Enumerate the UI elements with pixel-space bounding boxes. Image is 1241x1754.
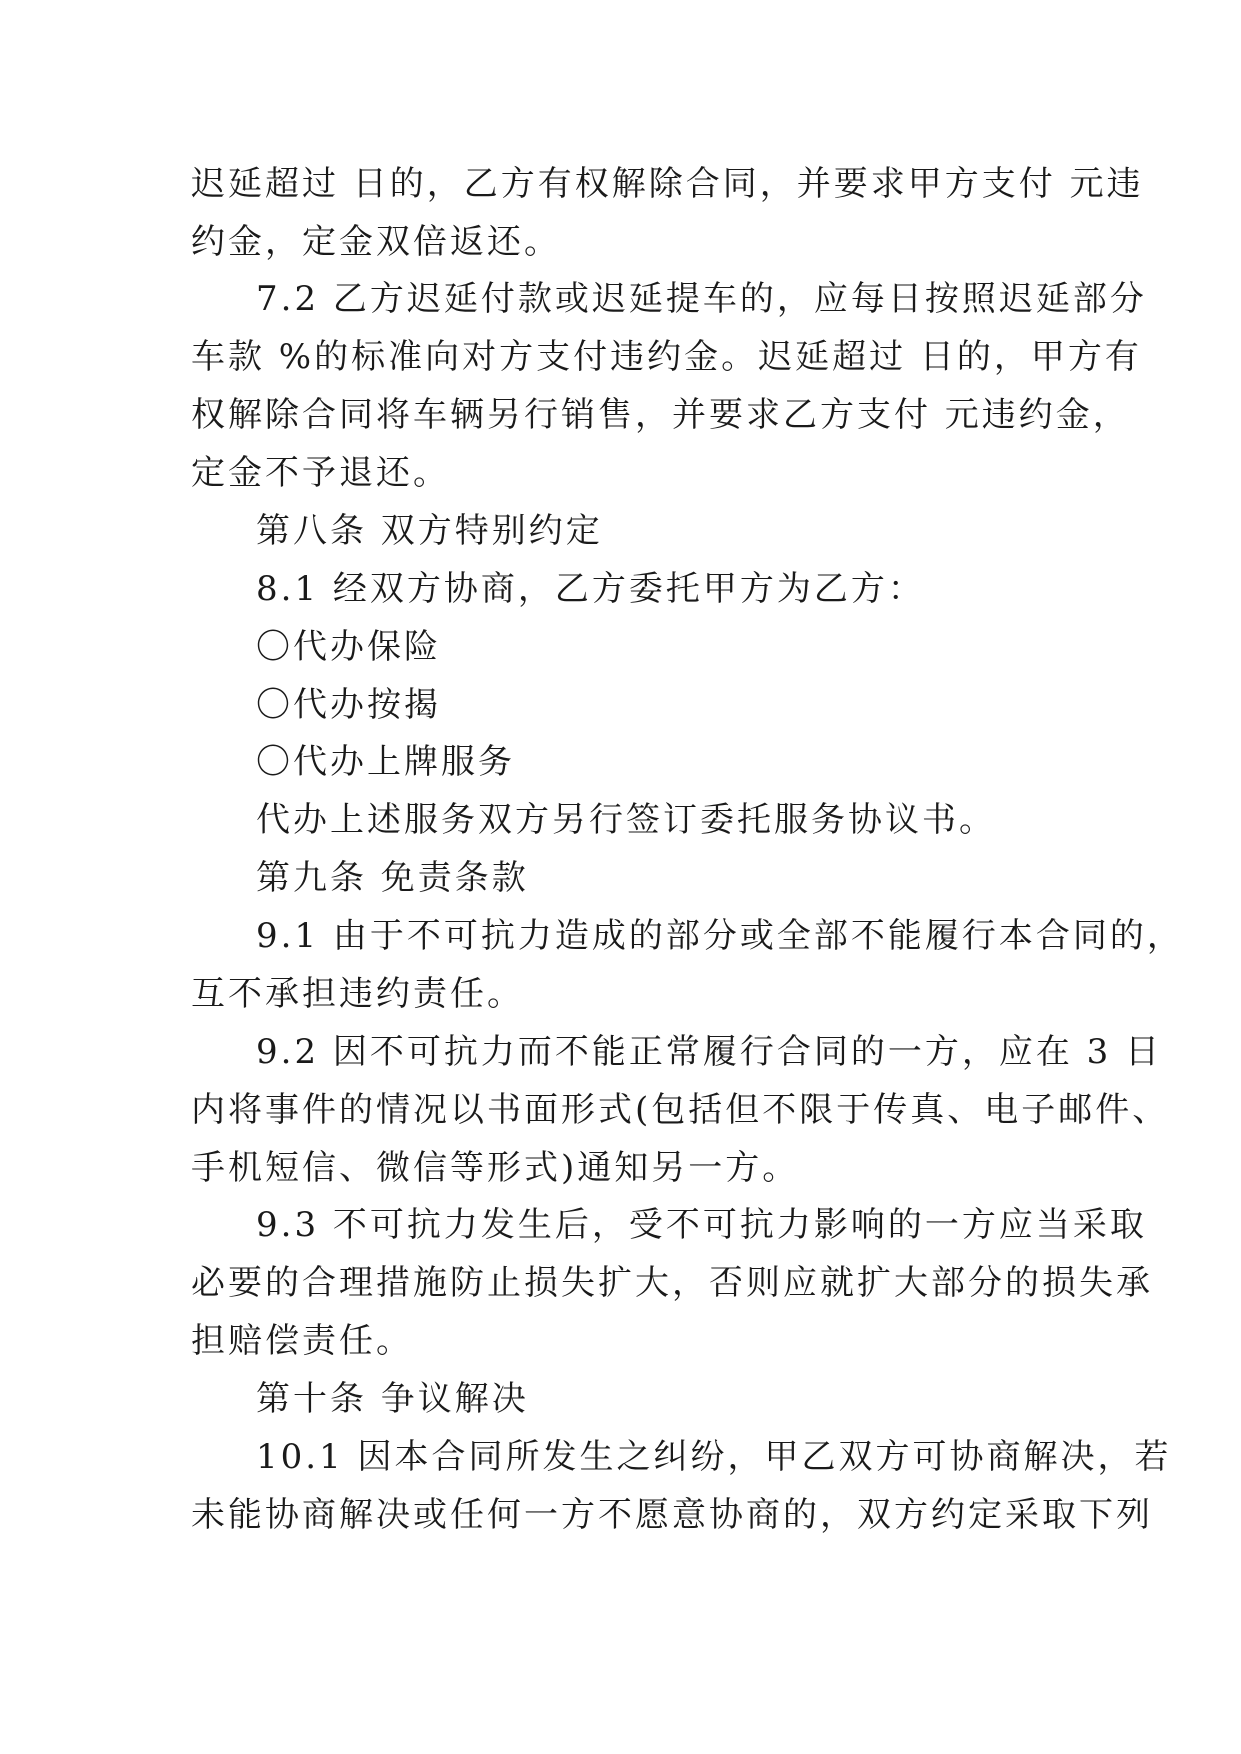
text-line: 内将事件的情况以书面形式(包括但不限于传真、电子邮件、 (191, 1090, 1170, 1130)
text-line: 车款 %的标准向对方支付违约金。迟延超过 日的，甲方有 (191, 337, 1142, 377)
text-line: 8.1 经双方协商，乙方委托甲方为乙方： (256, 569, 925, 609)
text-line: 代办上述服务双方另行签订委托服务协议书。 (256, 800, 996, 840)
text-line: 担赔偿责任。 (191, 1321, 413, 1361)
text-line: 互不承担违约责任。 (191, 974, 524, 1014)
text-line: 9.1 由于不可抗力造成的部分或全部不能履行本合同的， (256, 916, 1184, 956)
text-line: 7.2 乙方迟延付款或迟延提车的，应每日按照迟延部分 (256, 279, 1147, 319)
section-heading: 第十条 争议解决 (256, 1379, 529, 1419)
text-line: 9.2 因不可抗力而不能正常履行合同的一方，应在 3 日 (256, 1032, 1163, 1072)
text-line: 权解除合同将车辆另行销售，并要求乙方支付 元违约金， (191, 395, 1130, 435)
section-heading: 第九条 免责条款 (256, 858, 529, 898)
text-line: 迟延超过 日的，乙方有权解除合同，并要求甲方支付 元违 (191, 164, 1144, 204)
text-line: 手机短信、微信等形式)通知另一方。 (191, 1148, 800, 1188)
text-line: 约金，定金双倍返还。 (191, 222, 561, 262)
section-heading: 第八条 双方特别约定 (256, 511, 603, 551)
text-line: 必要的合理措施防止损失扩大，否则应就扩大部分的损失承 (191, 1263, 1153, 1303)
option-item: 〇代办保险 (256, 627, 441, 667)
text-line: 未能协商解决或任何一方不愿意协商的，双方约定采取下列 (191, 1495, 1153, 1535)
text-line: 9.3 不可抗力发生后，受不可抗力影响的一方应当采取 (256, 1205, 1147, 1245)
option-item: 〇代办上牌服务 (256, 742, 515, 782)
text-line: 10.1 因本合同所发生之纠纷，甲乙双方可协商解决，若 (256, 1437, 1172, 1477)
text-line: 定金不予退还。 (191, 453, 450, 493)
option-item: 〇代办按揭 (256, 685, 441, 725)
